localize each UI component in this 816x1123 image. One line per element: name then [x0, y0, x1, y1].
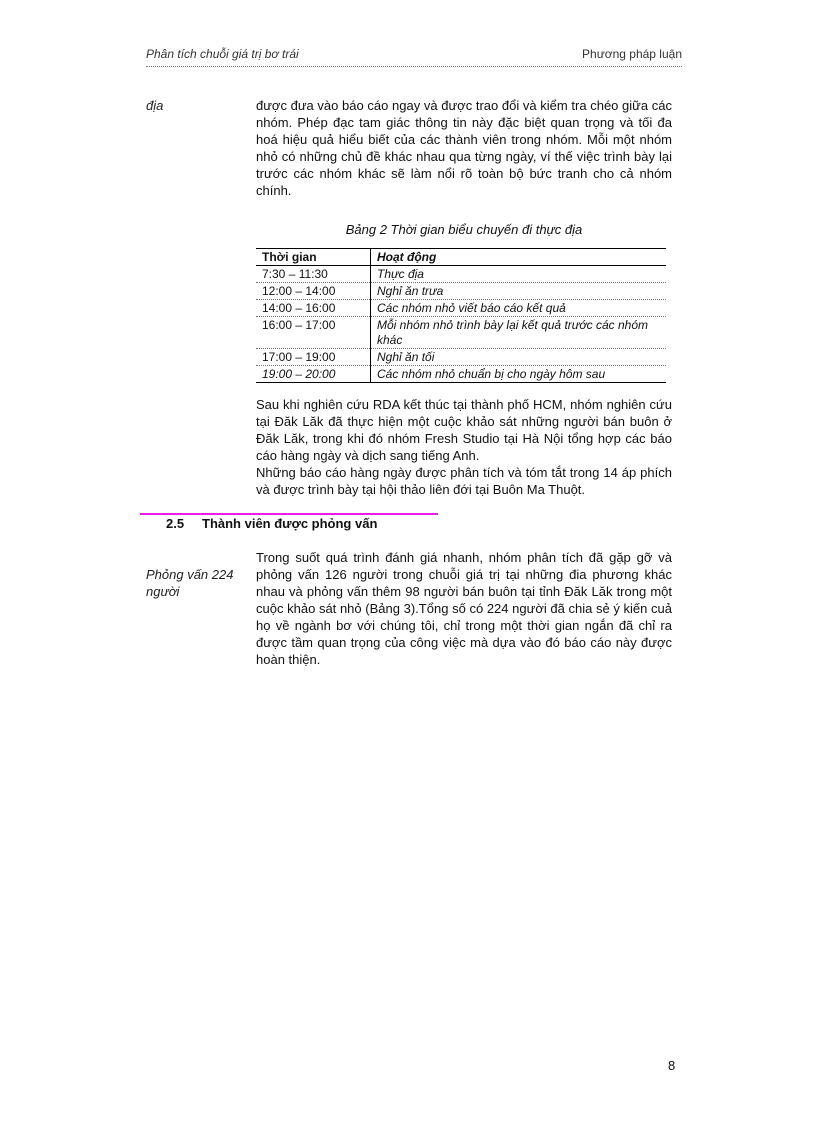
cell-time: 16:00 – 17:00	[256, 317, 371, 349]
column-header-time: Thời gian	[256, 249, 371, 266]
cell-activity: Mỗi nhóm nhỏ trình bày lại kết quả trước các nhóm khác	[371, 317, 667, 349]
table-row	[256, 349, 666, 366]
schedule-table	[256, 248, 666, 383]
cell-time: 7:30 – 11:30	[256, 266, 371, 283]
column-header-activity: Hoạt động	[371, 249, 667, 266]
table-row	[256, 366, 666, 383]
section-number: 2.5	[166, 516, 185, 531]
table-row	[256, 283, 666, 300]
header-chapter-title: Phương pháp luận	[582, 47, 682, 61]
cell-activity: Nghỉ ăn tối	[371, 349, 667, 366]
margin-note-location: địa	[146, 98, 164, 113]
section-title: Thành viên được phỏng vấn	[202, 516, 378, 531]
cell-time: 14:00 – 16:00	[256, 300, 371, 317]
body-paragraph-cross-check	[256, 97, 672, 199]
cell-time: 19:00 – 20:00	[256, 366, 371, 383]
body-paragraph-interviews	[256, 549, 672, 668]
paragraph-text: Sau khi nghiên cứu RDA kết thúc tại thành phố HCM, nhóm nghiên cứu tại Đăk Lăk đã thực hiện một cuộc khảo sát những người bán buôn ở Đăk Lăk, trong khi đó nhóm Fresh Studio tại Hà Nội tổng hợp các báo cáo hàng ngày và dịch sang tiếng Anh.	[256, 397, 672, 463]
page-number: 8	[668, 1058, 676, 1073]
cell-activity: Nghỉ ăn trưa	[371, 283, 667, 300]
page-header	[146, 47, 682, 67]
header-document-title: Phân tích chuỗi giá trị bơ trái	[146, 47, 299, 61]
cell-activity: Thực địa	[371, 266, 667, 283]
table-row	[256, 266, 666, 283]
section-heading	[166, 516, 377, 531]
cell-time: 12:00 – 14:00	[256, 283, 371, 300]
table-row	[256, 300, 666, 317]
cell-time: 17:00 – 19:00	[256, 349, 371, 366]
paragraph-text: được đưa vào báo cáo ngay và được trao đổi và kiểm tra chéo giữa các nhóm. Phép đạc tam giác thông tin này đặc biệt quan trọng và tối đa hoá hiệu quả hiểu biết của các thành viên trong nhóm. Mỗi một nhóm nhỏ có những chủ đề khác nhau qua từng ngày, ví thế việc trình bày lại trước các nhóm khác sẽ làm nổi rõ toàn bộ bức tranh cho cả nhóm chính.	[256, 98, 672, 198]
body-paragraph-survey	[256, 396, 672, 498]
cell-activity: Các nhóm nhỏ viết báo cáo kết quả	[371, 300, 667, 317]
table-caption: Bảng 2 Thời gian biểu chuyến đi thực địa	[345, 222, 583, 237]
paragraph-text: Những báo cáo hàng ngày được phân tích và tóm tắt trong 14 áp phích và được trình bày tại hội thảo liên đới tại Buôn Ma Thuột.	[256, 465, 672, 497]
table-header-row	[256, 249, 666, 266]
cell-activity: Các nhóm nhỏ chuẩn bị cho ngày hôm sau	[371, 366, 667, 383]
margin-note-interviews: Phỏng vấn 224 người	[146, 567, 234, 599]
table-row	[256, 317, 666, 349]
section-divider	[140, 513, 438, 515]
paragraph-text: Trong suốt quá trình đánh giá nhanh, nhóm phân tích đã gặp gỡ và phỏng vấn 126 người trong chuỗi giá trị tại những đia phương khác nhau và phỏng vấn thêm 98 người bán buôn tại tỉnh Đăk Lăk trong một cuộc khảo sát nhỏ (Bảng 3).Tổng số có 224 người đã chia sẻ ý kiến cuả họ về ngành bơ với chúng tôi, chỉ trong một thời gian ngắn đã chỉ ra được tầm quan trọng của công việc mà dựa vào đó báo cáo này được hoàn thiện.	[256, 550, 672, 667]
